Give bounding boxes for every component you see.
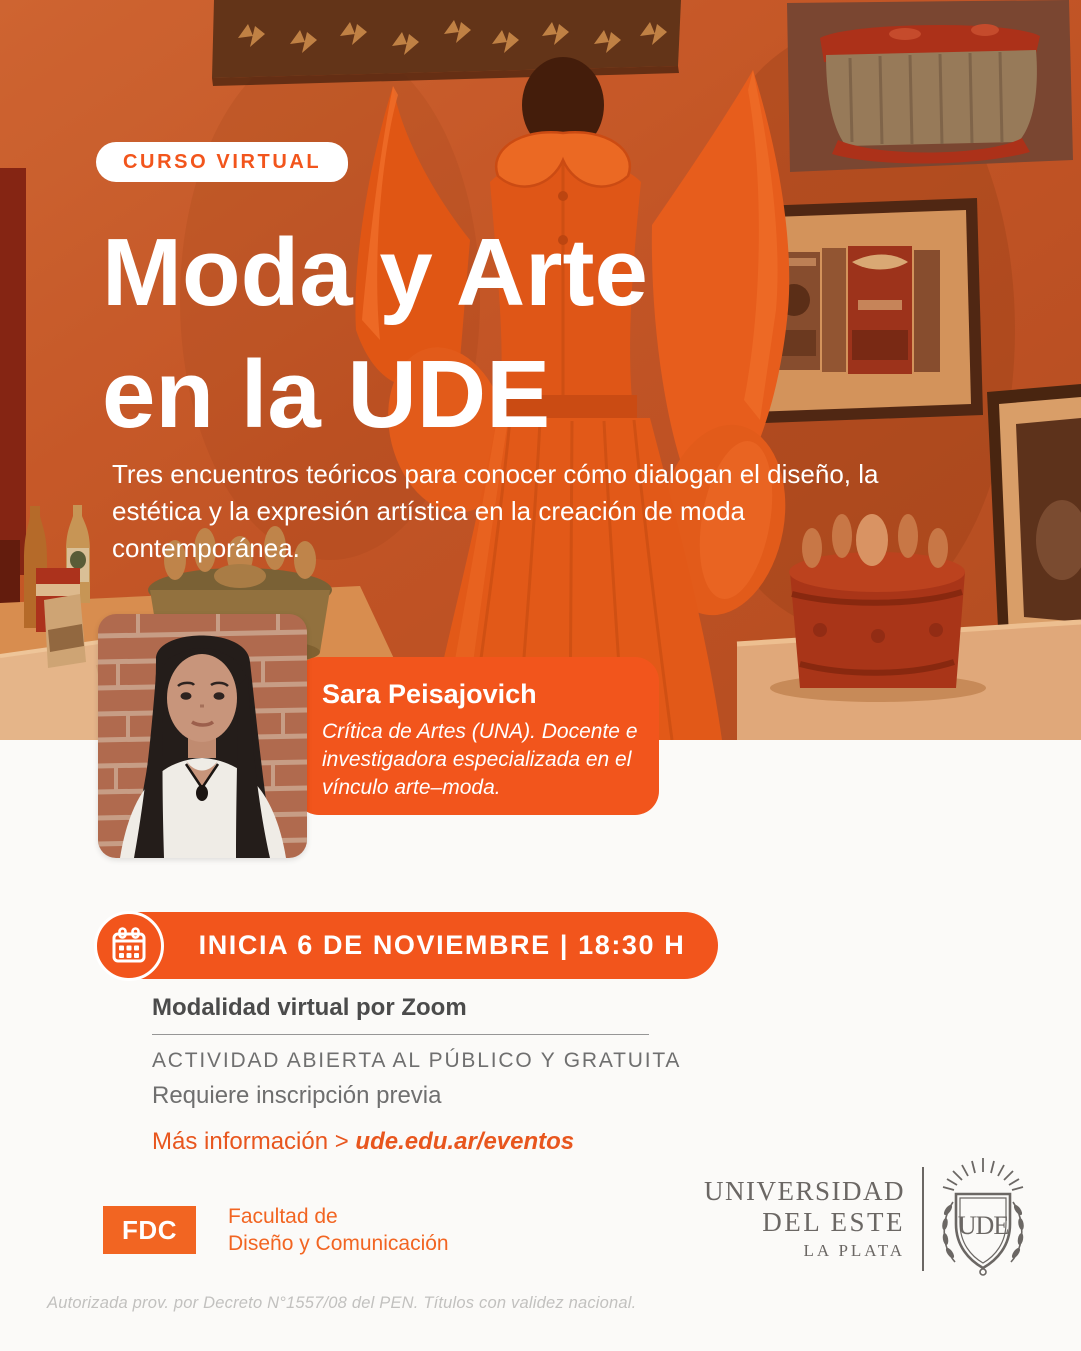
speaker-card <box>295 657 659 815</box>
crest-monogram: UDE <box>957 1211 1009 1240</box>
speaker-portrait <box>98 614 307 858</box>
fdc-line-2: Diseño y Comunicación <box>228 1232 449 1255</box>
events-link[interactable]: ude.edu.ar/eventos <box>355 1128 575 1155</box>
title-line-2: en la UDE <box>102 341 551 448</box>
fdc-logo <box>103 1203 449 1257</box>
event-details <box>152 994 681 1156</box>
fdc-logo-box <box>103 1206 196 1254</box>
logo-divider <box>922 1167 924 1271</box>
fdc-line-1: Facultad de <box>228 1205 338 1228</box>
fdc-abbreviation: FDC <box>122 1214 177 1245</box>
university-city: LA PLATA <box>803 1241 905 1260</box>
course-type-label: CURSO VIRTUAL <box>123 150 322 173</box>
university-name-line-2: DEL ESTE <box>762 1207 905 1237</box>
calendar-icon-badge <box>94 911 164 981</box>
more-info-line <box>152 1128 681 1156</box>
speaker-name: Sara Peisajovich <box>322 679 537 709</box>
university-wordmark <box>695 1176 905 1262</box>
start-date-pill <box>100 912 718 979</box>
university-name-line-1: UNIVERSIDAD <box>704 1176 905 1206</box>
speaker-bio: Crítica de Artes (UNA). Docente e investigadora especializada en el vínculo arte–moda. <box>322 720 638 799</box>
more-info-prefix: Más información > <box>152 1128 349 1155</box>
title-line-1: Moda y Arte <box>102 219 648 326</box>
calendar-icon <box>109 926 149 966</box>
speaker-portrait-illustration <box>98 614 307 858</box>
course-type-badge <box>96 142 348 182</box>
modality-text: Modalidad virtual por Zoom <box>152 994 467 1021</box>
course-description: Tres encuentros teóricos para conocer cómo dialogan el diseño, la estética y la expresión artística en la creación de moda contemporánea. <box>112 459 879 563</box>
fdc-faculty-name <box>228 1203 449 1257</box>
start-date-label: INICIA 6 DE NOVIEMBRE | 18:30 H <box>198 930 686 960</box>
page-title <box>102 212 648 456</box>
open-activity-text: ACTIVIDAD ABIERTA AL PÚBLICO Y GRATUITA <box>152 1049 682 1072</box>
registration-text: Requiere inscripción previa <box>152 1082 442 1109</box>
university-crest-icon <box>939 1158 1027 1280</box>
details-divider <box>152 1034 649 1035</box>
university-logo <box>695 1158 1027 1280</box>
legal-disclaimer: Autorizada prov. por Decreto N°1557/08 del PEN. Títulos con validez nacional. <box>47 1294 637 1312</box>
